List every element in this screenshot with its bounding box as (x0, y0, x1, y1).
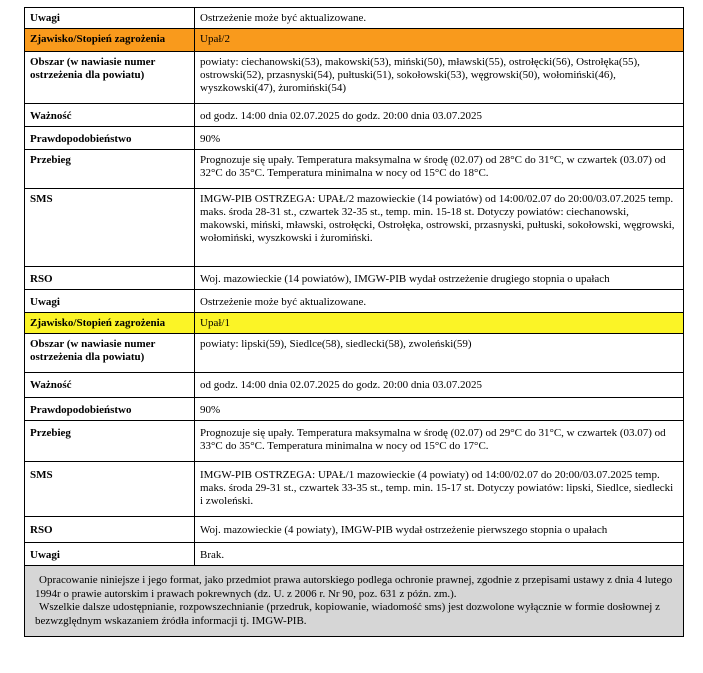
footer-paragraph-copyright: Opracowanie niniejsze i jego format, jako przedmiot prawa autorskiego podlega ochronie prawnej, zgodnie z przepisami ustawy z dnia 4 lutego 1994r o prawie autorskim i prawach pokrewnych (dz. U. z 2006 r. Nr 90, poz. 631 z późn. zm.). (35, 574, 673, 600)
przebieg-value: Prognozuje się upały. Temperatura maksymalna w środę (02.07) od 28°C do 31°C, w czwartek (03.07) od 32°C do 35°C. Temperatura minimalna w nocy od 15°C do 18°C. (195, 150, 684, 189)
sms-label: SMS (25, 462, 195, 517)
prawdopodobienstwo-label: Prawdopodobieństwo (25, 398, 195, 421)
zjawisko-label: Zjawisko/Stopień zagrożenia (25, 29, 195, 52)
row-sms (25, 462, 684, 517)
uwagi-value: Ostrzeżenie może być aktualizowane. (195, 8, 684, 29)
rso-label: RSO (25, 267, 195, 290)
footer-paragraph-distribution: Wszelkie dalsze udostępnianie, rozpowszechnianie (przedruk, kopiowanie, wiadomość sms) jest dozwolone wyłącznie w formie dosłownej z bezwzględnym wskazaniem źródła informacji tj. IMGW-PIB. (35, 601, 660, 627)
rso-label: RSO (25, 517, 195, 543)
waznosc-value: od godz. 14:00 dnia 02.07.2025 do godz. 20:00 dnia 03.07.2025 (195, 104, 684, 127)
obszar-label: Obszar (w nawiasie numer ostrzeżenia dla powiatu) (25, 52, 195, 104)
row-uwagi (25, 8, 684, 29)
rso-value: Woj. mazowieckie (14 powiatów), IMGW-PIB wydał ostrzeżenie drugiego stopnia o upałach (195, 267, 684, 290)
row-uwagi-final (25, 543, 684, 566)
uwagi-label: Uwagi (25, 8, 195, 29)
zjawisko-value: Upał/1 (195, 313, 684, 334)
row-rso (25, 517, 684, 543)
row-waznosc (25, 373, 684, 398)
sms-value: IMGW-PIB OSTRZEGA: UPAŁ/2 mazowieckie (14 powiatów) od 14:00/02.07 do 20:00/03.07.2025 temp. maks. środa 28-31 st., czwartek 32-35 st., temp. min. 15-18 st. Dotyczy powiatów: ciechanowski, makowski, miński, mławski, ostrołęcki, Ostrołęka, ostrowski, przasnyski, pułtuski, sokołowski, węgrowski, wołomiński, wyszkowski i żuromiński. (195, 189, 684, 267)
zjawisko-value: Upał/2 (195, 29, 684, 52)
row-zjawisko (25, 313, 684, 334)
waznosc-label: Ważność (25, 104, 195, 127)
row-prawdopodobienstwo (25, 127, 684, 150)
obszar-value: powiaty: ciechanowski(53), makowski(53), miński(50), mławski(55), ostrołęcki(56), Ostrołęka(55), ostrowski(52), przasnyski(54), pułtuski(51), sokołowski(53), węgrowski(50), wołomiński(46), wyszkowski(47), żuromiński(54) (195, 52, 684, 104)
prawdopodobienstwo-label: Prawdopodobieństwo (25, 127, 195, 150)
row-waznosc (25, 104, 684, 127)
obszar-label: Obszar (w nawiasie numer ostrzeżenia dla powiatu) (25, 334, 195, 373)
rso-value: Woj. mazowieckie (4 powiaty), IMGW-PIB wydał ostrzeżenie pierwszego stopnia o upałach (195, 517, 684, 543)
waznosc-value: od godz. 14:00 dnia 02.07.2025 do godz. 20:00 dnia 03.07.2025 (195, 373, 684, 398)
uwagi-final-label: Uwagi (25, 543, 195, 566)
row-obszar (25, 52, 684, 104)
row-obszar (25, 334, 684, 373)
uwagi-final-value: Brak. (195, 543, 684, 566)
row-zjawisko (25, 29, 684, 52)
row-przebieg (25, 150, 684, 189)
prawdopodobienstwo-value: 90% (195, 127, 684, 150)
row-sms (25, 189, 684, 267)
row-footer (25, 566, 684, 637)
prawdopodobienstwo-value: 90% (195, 398, 684, 421)
warning-table (24, 7, 684, 637)
copyright-footer (25, 566, 684, 637)
sms-value: IMGW-PIB OSTRZEGA: UPAŁ/1 mazowieckie (4 powiaty) od 14:00/02.07 do 20:00/03.07.2025 temp. maks. środa 29-31 st., czwartek 33-35 st., temp. min. 15-17 st. Dotyczy powiatów: lipski, Siedlce, siedlecki i zwoleński. (195, 462, 684, 517)
uwagi-label: Uwagi (25, 290, 195, 313)
warning-document (24, 7, 683, 637)
przebieg-label: Przebieg (25, 150, 195, 189)
row-uwagi (25, 290, 684, 313)
waznosc-label: Ważność (25, 373, 195, 398)
zjawisko-label: Zjawisko/Stopień zagrożenia (25, 313, 195, 334)
row-prawdopodobienstwo (25, 398, 684, 421)
przebieg-label: Przebieg (25, 421, 195, 462)
row-rso (25, 267, 684, 290)
obszar-value: powiaty: lipski(59), Siedlce(58), siedlecki(58), zwoleński(59) (195, 334, 684, 373)
uwagi-value: Ostrzeżenie może być aktualizowane. (195, 290, 684, 313)
przebieg-value: Prognozuje się upały. Temperatura maksymalna w środę (02.07) od 29°C do 31°C, w czwartek (03.07) od 33°C do 35°C. Temperatura minimalna w nocy od 15°C do 17°C. (195, 421, 684, 462)
row-przebieg (25, 421, 684, 462)
sms-label: SMS (25, 189, 195, 267)
